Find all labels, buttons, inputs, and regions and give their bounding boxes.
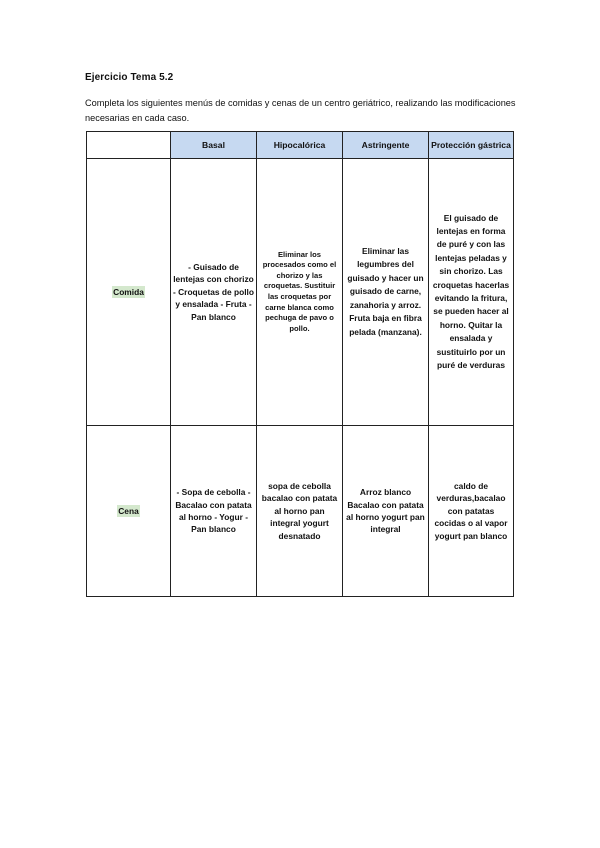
cell-comida-basal: - Guisado de lentejas con chorizo - Croquetas de pollo y ensalada - Fruta - Pan blanco (171, 159, 257, 426)
header-proteccion-gastrica: Protección gástrica (429, 132, 514, 159)
cell-comida-hipocalorica: Eliminar los procesados como el chorizo y las croquetas. Sustituir las croquetas por carne blanca como pechuga de pavo o pollo. (257, 159, 343, 426)
row-cena (87, 426, 514, 597)
cell-cena-proteccion-gastrica: caldo de verduras,bacalao con patatas cocidas o al vapor yogurt pan blanco (429, 426, 514, 597)
corner-cell (87, 132, 171, 159)
row-label-text: Comida (113, 286, 144, 297)
header-row (87, 132, 514, 159)
header-astringente: Astringente (343, 132, 429, 159)
row-label-cena (87, 426, 171, 597)
header-basal: Basal (171, 132, 257, 159)
cell-comida-proteccion-gastrica: El guisado de lentejas en forma de puré y con las lentejas peladas y sin chorizo. Las croquetas hacerlas evitando la fritura, se pueden hacer al horno. Quitar la ensalada y sustituirlo por un puré de verduras (429, 159, 514, 426)
cell-comida-astringente: Eliminar las legumbres del guisado y hacer un guisado de carne, zanahoria y arroz. Fruta baja en fibra pelada (manzana). (343, 159, 429, 426)
row-label-text: Cena (118, 505, 139, 516)
row-label-comida (87, 159, 171, 426)
cell-cena-hipocalorica: sopa de cebolla bacalao con patata al horno pan integral yogurt desnatado (257, 426, 343, 597)
cell-cena-basal: - Sopa de cebolla - Bacalao con patata al horno - Yogur - Pan blanco (171, 426, 257, 597)
instructions-text: Completa los siguientes menús de comidas y cenas de un centro geriátrico, realizando las modificaciones necesarias en cada caso. (85, 98, 516, 123)
row-comida (87, 159, 514, 426)
cell-cena-astringente: Arroz blanco Bacalao con patata al horno yogurt pan integral (343, 426, 429, 597)
document-title: Ejercicio Tema 5.2 (85, 72, 174, 83)
header-hipocalorica: Hipocalórica (257, 132, 343, 159)
menu-table (86, 131, 514, 597)
